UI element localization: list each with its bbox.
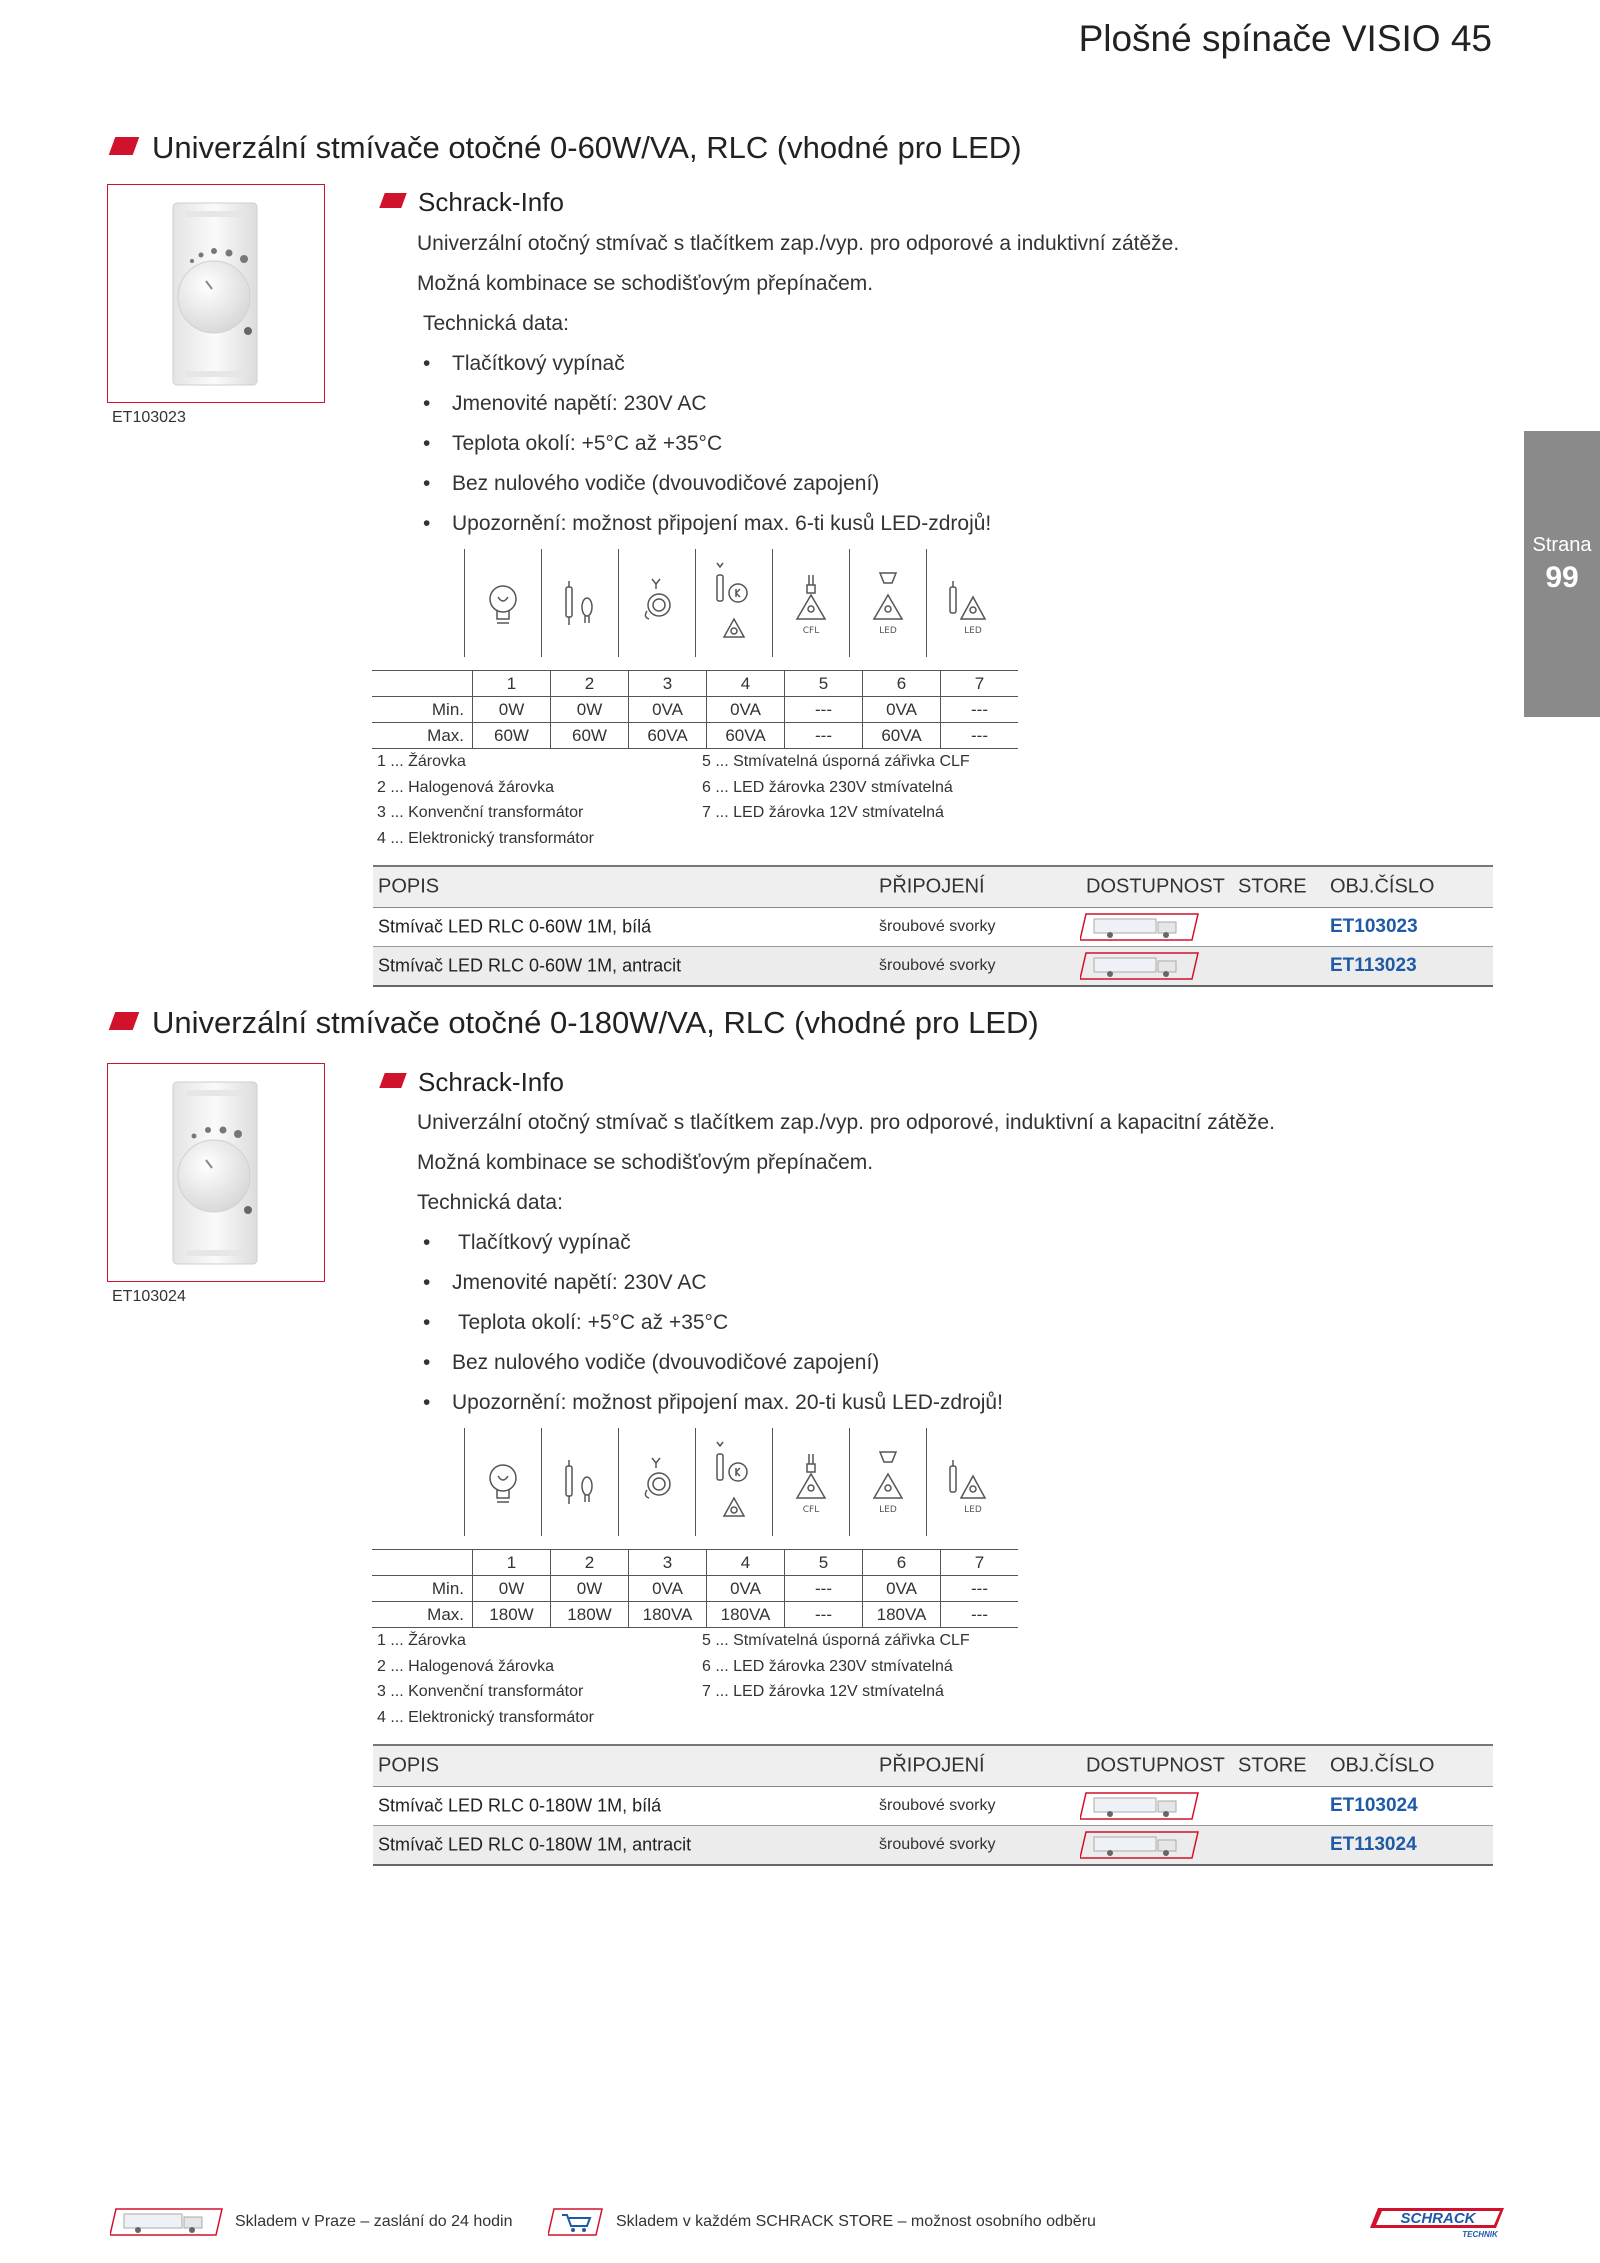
dimmer-switch-icon bbox=[108, 185, 323, 401]
stock-truck-icon bbox=[1080, 951, 1200, 981]
load-table bbox=[372, 670, 1018, 749]
conventional-transformer-icon bbox=[618, 1428, 695, 1536]
order-row bbox=[373, 947, 1493, 987]
info-line: Univerzální otočný stmívač s tlačítkem zap./vyp. pro odporové a induktivní zátěže. bbox=[417, 232, 1180, 255]
cfl-lamp-icon bbox=[772, 549, 849, 657]
section-1-title bbox=[112, 130, 1022, 166]
order-description: Stmívač LED RLC 0-180W 1M, antracit bbox=[378, 1834, 692, 1855]
cfl-label: CFL bbox=[802, 1505, 820, 1515]
order-row bbox=[373, 908, 1493, 947]
order-connection: šroubové svorky bbox=[879, 957, 996, 974]
order-description: Stmívač LED RLC 0-60W 1M, bílá bbox=[378, 916, 652, 937]
legend-left: 1 ... Žárovka 2 ... Halogenová žárovka 3 ... Konvenční transformátor 4 ... Elektronický transformátor bbox=[377, 753, 594, 847]
bullet-item: • Bez nulového vodiče (dvouvodičové zapojení) bbox=[423, 1351, 880, 1374]
page-title: Plošné spínače VISIO 45 bbox=[1078, 18, 1492, 59]
red-marker-icon bbox=[379, 193, 406, 208]
order-description: Stmívač LED RLC 0-60W 1M, antracit bbox=[378, 955, 682, 976]
bullet-item: • Tlačítkový vypínač bbox=[423, 352, 625, 375]
order-table bbox=[373, 1744, 1493, 1866]
halogen-bulb-icon bbox=[541, 549, 618, 657]
product-image-1 bbox=[107, 184, 325, 403]
order-row bbox=[373, 1787, 1493, 1826]
led-12v-lamp-icon bbox=[926, 1428, 1003, 1536]
load-table-min-row: Min. 0W 0W 0VA 0VA --- 0VA --- bbox=[372, 697, 1018, 723]
side-tab-page-number: 99 bbox=[1545, 561, 1579, 594]
cfl-label: CFL bbox=[802, 626, 820, 636]
product-code-label: ET103023 bbox=[112, 409, 186, 426]
order-number-link[interactable]: ET103023 bbox=[1330, 916, 1418, 937]
load-table-header-row: 1 2 3 4 5 6 7 bbox=[372, 1550, 1018, 1576]
led-label: LED bbox=[879, 626, 897, 636]
legend-right: 5 ... Stmívatelná úsporná zářivka CLF 6 ... LED žárovka 230V stmívatelná 7 ... LED žárovka 12V stmívatelná bbox=[702, 753, 970, 821]
info-line: Možná kombinace se schodišťovým přepínačem. bbox=[417, 272, 874, 295]
order-row bbox=[373, 1826, 1493, 1866]
order-connection: šroubové svorky bbox=[879, 1797, 996, 1814]
load-table-min-row: Min. 0W 0W 0VA 0VA --- 0VA --- bbox=[372, 1576, 1018, 1602]
order-number-link[interactable]: ET113024 bbox=[1330, 1834, 1417, 1855]
conventional-transformer-icon bbox=[618, 549, 695, 657]
order-connection: šroubové svorky bbox=[879, 918, 996, 935]
schrack-info-heading-text: Schrack-Info bbox=[418, 187, 564, 217]
stock-truck-icon bbox=[1080, 912, 1200, 942]
bullet-item: • Bez nulového vodiče (dvouvodičové zapojení) bbox=[423, 472, 880, 495]
footer-stock-store: Skladem v každém SCHRACK STORE – možnost osobního odběru bbox=[616, 2213, 1096, 2230]
order-table bbox=[373, 865, 1493, 987]
bullet-item: • Upozornění: možnost připojení max. 6-ti kusů LED-zdrojů! bbox=[423, 512, 992, 535]
red-marker-icon bbox=[379, 1073, 406, 1088]
schrack-logo bbox=[1368, 2206, 1506, 2240]
info-line: Technická data: bbox=[423, 312, 569, 335]
bullet-item: • Tlačítkový vypínač bbox=[423, 1231, 631, 1254]
shopping-cart-icon bbox=[548, 2207, 604, 2237]
incandescent-bulb-icon bbox=[464, 1428, 541, 1536]
bullet-item: • Jmenovité napětí: 230V AC bbox=[423, 392, 707, 415]
led-label: LED bbox=[964, 1505, 982, 1515]
led-label: LED bbox=[964, 626, 982, 636]
stock-truck-icon bbox=[1080, 1791, 1200, 1821]
schrack-info-heading bbox=[382, 1067, 564, 1098]
halogen-bulb-icon bbox=[541, 1428, 618, 1536]
info-line: Technická data: bbox=[417, 1191, 563, 1214]
load-table-header-row: 1 2 3 4 5 6 7 bbox=[372, 671, 1018, 697]
schrack-info-heading-text: Schrack-Info bbox=[418, 1067, 564, 1097]
led-12v-lamp-icon bbox=[926, 549, 1003, 657]
electronic-transformer-icon bbox=[695, 1428, 772, 1536]
info-line: Univerzální otočný stmívač s tlačítkem zap./vyp. pro odporové, induktivní a kapacitní zátěže. bbox=[417, 1111, 1275, 1134]
red-marker-icon bbox=[109, 137, 140, 155]
led-230v-lamp-icon bbox=[849, 1428, 926, 1536]
bullet-item: • Teplota okolí: +5°C až +35°C bbox=[423, 432, 723, 455]
product-code-label: ET103024 bbox=[112, 1288, 186, 1305]
logo-text: SCHRACK bbox=[1400, 2210, 1476, 2227]
logo-subtext: TECHNIK bbox=[1462, 2230, 1498, 2239]
page-side-tab bbox=[1524, 431, 1600, 717]
legend-left: 1 ... Žárovka 2 ... Halogenová žárovka 3 ... Konvenční transformátor 4 ... Elektronický transformátor bbox=[377, 1632, 594, 1726]
electronic-transformer-icon bbox=[695, 549, 772, 657]
led-label: LED bbox=[879, 1505, 897, 1515]
load-type-icons bbox=[464, 1428, 1003, 1536]
load-type-icons bbox=[464, 549, 1003, 657]
load-table-max-row: Max. 60W 60W 60VA 60VA --- 60VA --- bbox=[372, 723, 1018, 749]
order-number-link[interactable]: ET103024 bbox=[1330, 1795, 1418, 1816]
footer-stock-prague: Skladem v Praze – zaslání do 24 hodin bbox=[235, 2213, 513, 2230]
incandescent-bulb-icon bbox=[464, 549, 541, 657]
info-line: Možná kombinace se schodišťovým přepínačem. bbox=[417, 1151, 874, 1174]
led-230v-lamp-icon bbox=[849, 549, 926, 657]
bullet-item: • Jmenovité napětí: 230V AC bbox=[423, 1271, 707, 1294]
dimmer-switch-icon bbox=[108, 1064, 323, 1280]
section-1-title-text: Univerzální stmívače otočné 0-60W/VA, RLC (vhodné pro LED) bbox=[152, 130, 1022, 165]
section-2-title bbox=[112, 1005, 1039, 1041]
order-number-link[interactable]: ET113023 bbox=[1330, 955, 1417, 976]
cfl-lamp-icon bbox=[772, 1428, 849, 1536]
product-image-2 bbox=[107, 1063, 325, 1282]
bullet-item: • Upozornění: možnost připojení max. 20-ti kusů LED-zdrojů! bbox=[423, 1391, 1003, 1414]
stock-truck-icon bbox=[110, 2207, 224, 2237]
legend-right: 5 ... Stmívatelná úsporná zářivka CLF 6 ... LED žárovka 230V stmívatelná 7 ... LED žárovka 12V stmívatelná bbox=[702, 1632, 970, 1700]
order-table-header: POPIS PŘIPOJENÍ DOSTUPNOST STORE OBJ.ČÍSLO bbox=[373, 865, 1493, 908]
order-connection: šroubové svorky bbox=[879, 1836, 996, 1853]
schrack-info-heading bbox=[382, 187, 564, 218]
stock-truck-icon bbox=[1080, 1830, 1200, 1860]
section-2-title-text: Univerzální stmívače otočné 0-180W/VA, RLC (vhodné pro LED) bbox=[152, 1005, 1039, 1040]
load-table bbox=[372, 1549, 1018, 1628]
load-table-max-row: Max. 180W 180W 180VA 180VA --- 180VA --- bbox=[372, 1602, 1018, 1628]
red-marker-icon bbox=[109, 1012, 140, 1030]
bullet-item: • Teplota okolí: +5°C až +35°C bbox=[423, 1311, 729, 1334]
side-tab-label: Strana bbox=[1532, 534, 1592, 556]
order-description: Stmívač LED RLC 0-180W 1M, bílá bbox=[378, 1795, 662, 1816]
order-table-header: POPIS PŘIPOJENÍ DOSTUPNOST STORE OBJ.ČÍSLO bbox=[373, 1744, 1493, 1787]
